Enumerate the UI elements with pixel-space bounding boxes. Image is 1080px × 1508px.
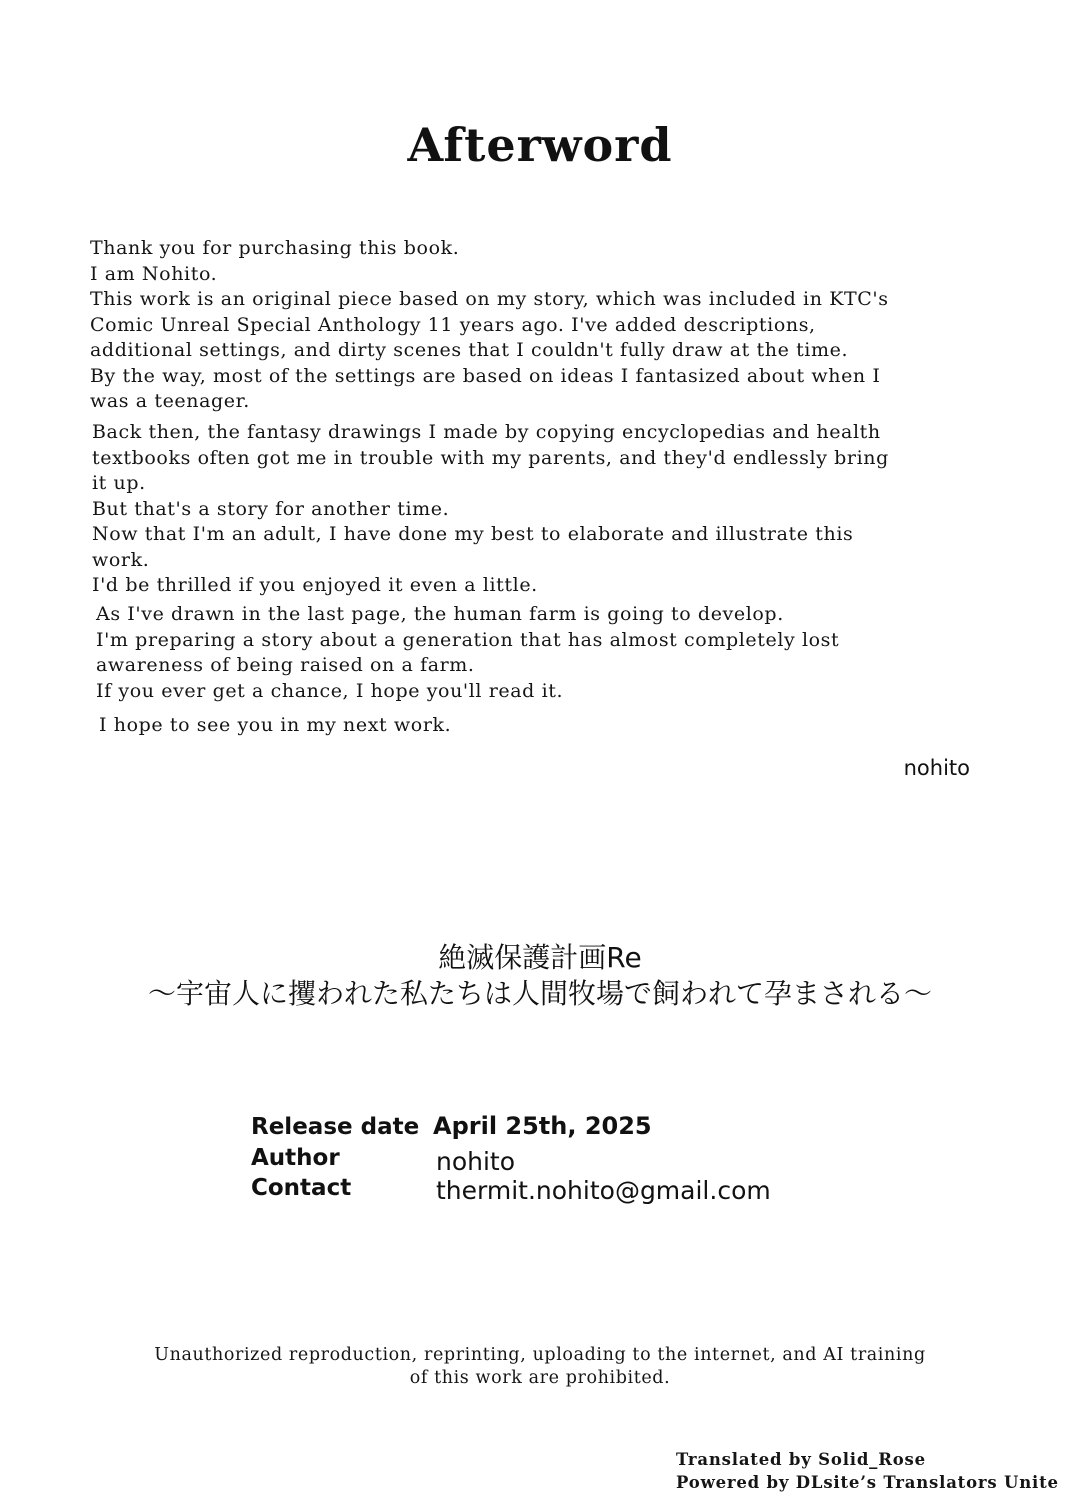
paragraph-closing: I hope to see you in my next work. <box>99 714 452 736</box>
work-title-main: 絶滅保護計画Re <box>438 941 642 974</box>
contact-email: thermit.nohito@gmail.com <box>436 1176 771 1205</box>
paragraph-background: Back then, the fantasy drawings I made by copying encyclopedias and health textbooks often got me in trouble with my parents, and they'd endlessly bring it up. But that's a story for another time. Now that I'm an adult, I have done my best to elaborate and illustrate this work. I'd be thrilled if you enjoyed it even a little. <box>92 421 889 596</box>
contact-label: Contact <box>251 1175 352 1201</box>
paragraph-future-work: As I've drawn in the last page, the human farm is going to develop. I'm preparing a story about a generation that has almost completely lost awareness of being raised on a farm. If you ever get a chance, I hope you'll read it. <box>96 603 840 702</box>
work-title-subtitle: 〜宇宙人に攫われた私たちは人間牧場で飼われて孕まされる〜 <box>147 977 932 1010</box>
translation-credits: Translated by Solid_Rose Powered by DLsite’s Translators Unite <box>676 1450 1059 1492</box>
release-date-label: Release date <box>251 1114 420 1140</box>
author-label: Author <box>251 1145 340 1171</box>
author-value: nohito <box>436 1147 516 1176</box>
page-title: Afterword <box>407 118 673 172</box>
author-signature: nohito <box>903 756 970 780</box>
copyright-notice: Unauthorized reproduction, reprinting, uploading to the internet, and AI training of this work are prohibited. <box>154 1345 926 1388</box>
release-date-value: April 25th, 2025 <box>433 1112 652 1140</box>
paragraph-intro: Thank you for purchasing this book. I am Nohito. This work is an original piece based on my story, which was included in KTC's Comic Unreal Special Anthology 11 years ago. I've added descriptions, additional settings, and dirty scenes that I couldn't fully draw at the time. By the way, most of the settings are based on ideas I fantasized about when I was a teenager. <box>90 237 889 412</box>
